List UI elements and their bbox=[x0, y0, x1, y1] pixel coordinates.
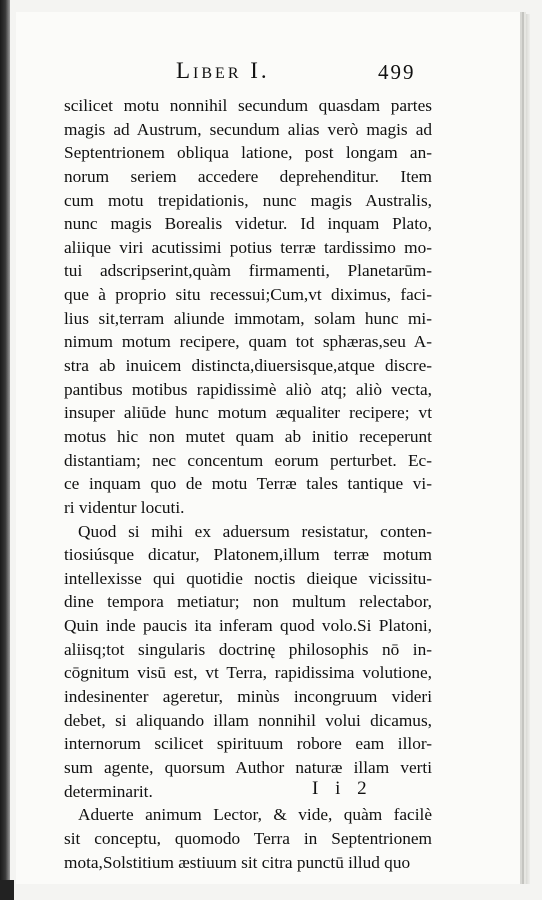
text-line: sit conceptu, quomodo Terra in Septentrionem bbox=[64, 828, 432, 848]
text-line: aliique viri acutissimi potius terræ tardissimo mo- bbox=[64, 237, 432, 257]
body-text bbox=[64, 94, 432, 874]
text-line: nimum motum recipere, quam tot sphæras,seu A- bbox=[64, 332, 432, 352]
text-line: indesinenter ageretur, minùs incongruum videri bbox=[64, 687, 432, 707]
text-line: sum agente, quorsum Author naturæ illam verti bbox=[64, 757, 432, 777]
text-line: aliisq;tot singularis doctrinę philosophis nō in- bbox=[64, 639, 432, 659]
text-line: dine tempora metiatur; non multum relectabor, bbox=[64, 592, 432, 612]
text-line: intellexisse qui quotidie noctis dieique vicissitu- bbox=[64, 568, 432, 588]
running-title: Liber I. bbox=[176, 58, 270, 83]
running-header bbox=[132, 58, 432, 88]
text-line: cum motu trepidationis, nunc magis Australis, bbox=[64, 190, 432, 210]
text-line: magis ad Austrum, secundum alias verò magis ad bbox=[64, 119, 432, 139]
page-number: 499 bbox=[378, 60, 416, 84]
paragraph bbox=[64, 803, 432, 874]
text-line: cōgnitum visū est, vt Terra, rapidissima volutione, bbox=[64, 663, 432, 683]
text-line: ce inquam quo de motu Terræ tales tantique vi- bbox=[64, 474, 432, 494]
text-line: scilicet motu nonnihil secundum quasdam partes bbox=[64, 96, 432, 115]
text-line: determinarit. bbox=[64, 781, 153, 801]
binding-shadow bbox=[0, 0, 10, 900]
text-line: pantibus motibus rapidissimè aliò atq; aliò vecta, bbox=[64, 379, 432, 399]
text-line: debet, si aliquando illam nonnihil volui dicamus, bbox=[64, 710, 432, 730]
text-line: tui adscripserint,quàm firmamenti, Planetarūm- bbox=[64, 261, 432, 281]
text-line: nunc magis Borealis videtur. Id inquam Plato, bbox=[64, 214, 432, 234]
text-line: Quin inde paucis ita inferam quod volo.Si Platoni, bbox=[64, 616, 432, 636]
text-line: Quod si mihi ex aduersum resistatur, conten- bbox=[78, 521, 432, 541]
text-line: distantiam; nec concentum eorum perturbet. Ec- bbox=[64, 450, 432, 470]
text-line: stra ab inuicem distincta,diuersisque,atque discre- bbox=[64, 356, 432, 376]
page-edge bbox=[520, 14, 530, 884]
text-line: Aduerte animum Lector, & vide, quàm facilè bbox=[78, 805, 432, 825]
text-line: que à proprio situ recessui;Cum,vt diximus, faci- bbox=[64, 285, 432, 305]
text-line: motus hic non mutet quam ab initio receperunt bbox=[64, 426, 432, 446]
text-line: mota,Solstitium æstiuum sit citra punctū illud quo bbox=[64, 852, 411, 872]
paragraph bbox=[64, 94, 432, 520]
text-line: internorum scilicet spirituum robore eam illor- bbox=[64, 734, 432, 754]
text-line: norum seriem accedere deprehenditur. Item bbox=[64, 166, 432, 186]
text-line: ri videntur locuti. bbox=[64, 497, 185, 517]
text-line: Septentrionem obliqua latione, post longam an- bbox=[64, 143, 432, 163]
text-line: lius sit,terram aliunde immotam, solam hunc mi- bbox=[64, 308, 432, 328]
text-line: insuper aliūde hunc motum æqualiter recipere; vt bbox=[64, 403, 432, 423]
signature-mark: I i 2 bbox=[312, 778, 373, 799]
scan-corner-mark bbox=[0, 880, 14, 900]
paragraph bbox=[64, 520, 432, 804]
text-line: tiosiúsque dicatur, Platonem,illum terræ motum bbox=[64, 545, 432, 565]
